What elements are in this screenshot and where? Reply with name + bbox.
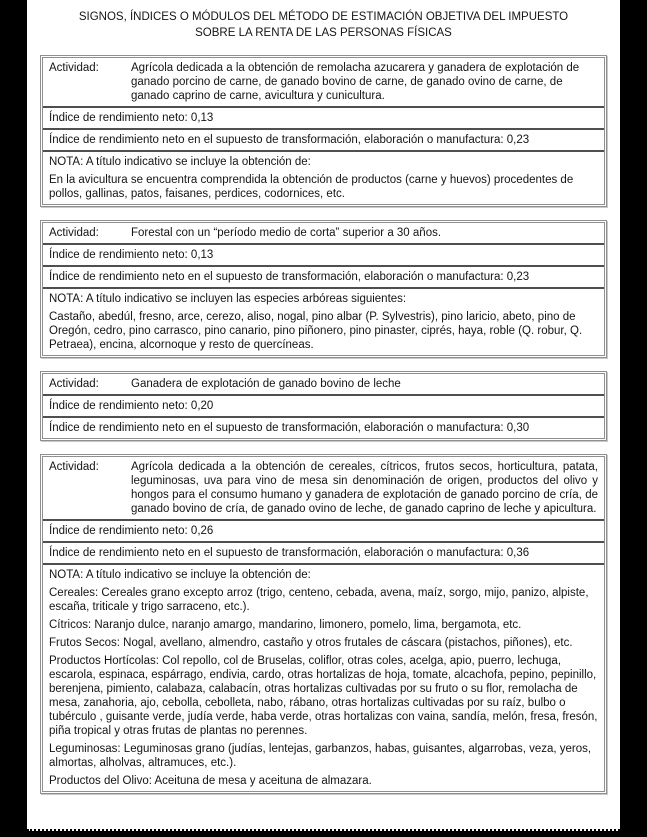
nota-heading: NOTA: A título indicativo se incluyen las especies arbóreas siguientes: bbox=[49, 293, 407, 305]
activity-description: Forestal con un “período medio de corta” superior a 30 años. bbox=[131, 227, 442, 239]
nota-row bbox=[43, 289, 604, 355]
activity-label: Actividad: bbox=[49, 461, 99, 473]
net-index-row: Índice de rendimiento neto: 0,20 bbox=[43, 396, 604, 418]
net-index-row: Índice de rendimiento neto: 0,13 bbox=[43, 245, 604, 267]
document-title-line2: SOBRE LA RENTA DE LAS PERSONAS FÍSICAS bbox=[195, 27, 452, 39]
transform-index-row: Índice de rendimiento neto en el supuesto de transformación, elaboración o manufactura: 0,36 bbox=[43, 543, 604, 565]
activity-table-3 bbox=[40, 371, 607, 441]
activity-description: Agrícola dedicada a la obtención de remolacha azucarera y ganadera de explotación de ganado porcino de carne, de ganado bovino de carne, de ganado ovino de carne, de ganado caprino de carne, avicultura y cunicultura. bbox=[131, 62, 580, 102]
nota-paragraph-citricos: Cítricos: Naranjo dulce, naranjo amargo, mandarino, limonero, pomelo, lima, bergamota, etc. bbox=[49, 619, 522, 631]
nota-paragraph-productos-horticolas: Productos Hortícolas: Col repollo, col de Bruselas, coliflor, otras coles, acelga, apio, puerro, lechuga, escarola, espinaca, espárrago, endivia, cardo, otras hortalizas de hoja, tomate, alcachofa, pepino, pepinillo, berenjena, pimiento, calabaza, calabacín, otras hortalizas cultivadas por su fruto o su flor, remolacha de mesa, zanahoria, ajo, cebolla, cebolleta, nabo, rábano, otras hortalizas cultivadas por su raíz, bulbo o tubérculo , guisante verde, judía verde, haba verde, otras hortalizas con vaina, sandía, melón, fresa, fresón, piña tropical y otras frutas de plantas no perennes. bbox=[49, 655, 598, 737]
nota-paragraph: Castaño, abedúl, fresno, arce, cerezo, aliso, nogal, pino albar (P. Sylvestris), pino laricio, abeto, pino de Oregón, cedro, pino carrasco, pino canario, pino piñonero, pino pinaster, ciprés, haya, roble (Q. robur, Q. Petraea), encina, alcornoque y resto de quercíneas. bbox=[49, 311, 583, 351]
document-title bbox=[27, 0, 620, 41]
nota-paragraph-frutos-secos: Frutos Secos: Nogal, avellano, almendro, castaño y otros frutales de cáscara (pistachos, piñones), etc. bbox=[49, 637, 573, 649]
activity-row bbox=[43, 58, 604, 108]
transform-index-row: Índice de rendimiento neto en el supuesto de transformación, elaboración o manufactura: 0,30 bbox=[49, 422, 530, 434]
activity-label: Actividad: bbox=[49, 227, 99, 239]
activity-table-1 bbox=[40, 55, 607, 207]
nota-heading: NOTA: A título indicativo se incluye la obtención de: bbox=[49, 569, 311, 581]
nota-row bbox=[43, 565, 604, 791]
activity-label: Actividad: bbox=[49, 62, 99, 74]
activity-table-2 bbox=[40, 220, 607, 358]
activity-row bbox=[43, 374, 604, 396]
activity-description: Agrícola dedicada a la obtención de cereales, cítricos, frutos secos, horticultura, patata, leguminosas, uva para vino de mesa sin denominación de origen, productos del olivo y hongos para el consumo humano y ganadera de explotación de ganado porcino de cría, de ganado bovino de cría, de ganado ovino de leche, de ganado caprino de leche y apicultura. bbox=[131, 461, 598, 515]
net-index-row: Índice de rendimiento neto: 0,13 bbox=[43, 108, 604, 130]
activity-label: Actividad: bbox=[49, 378, 99, 390]
activity-row bbox=[43, 223, 604, 245]
document-page bbox=[27, 0, 620, 831]
nota-heading: NOTA: A título indicativo se incluye la obtención de: bbox=[49, 156, 311, 168]
nota-paragraph-productos-olivo: Productos del Olivo: Aceituna de mesa y aceituna de almazara. bbox=[49, 775, 372, 787]
activity-description: Ganadera de explotación de ganado bovino de leche bbox=[131, 378, 401, 390]
nota-paragraph: En la avicultura se encuentra comprendida la obtención de productos (carne y huevos) procedentes de pollos, gallinas, patos, faisanes, perdices, codornices, etc. bbox=[49, 174, 574, 200]
net-index-row: Índice de rendimiento neto: 0,26 bbox=[43, 521, 604, 543]
transform-index-row: Índice de rendimiento neto en el supuesto de transformación, elaboración o manufactura: 0,23 bbox=[43, 130, 604, 152]
activity-row bbox=[43, 457, 604, 521]
nota-paragraph-leguminosas: Leguminosas: Leguminosas grano (judías, lentejas, garbanzos, habas, guisantes, algarrobas, veza, yeros, almortas, alholvas, altramuces, etc.). bbox=[49, 743, 592, 769]
document-title-line1: SIGNOS, ÍNDICES O MÓDULOS DEL MÉTODO DE ESTIMACIÓN OBJETIVA DEL IMPUESTO bbox=[78, 11, 569, 23]
nota-row bbox=[43, 152, 604, 204]
nota-paragraph-cereales: Cereales: Cereales grano excepto arroz (trigo, centeno, cebada, avena, maíz, sorgo, mijo, panizo, alpiste, escaña, triticale y trigo sarraceno, etc.). bbox=[49, 587, 589, 613]
transform-index-row: Índice de rendimiento neto en el supuesto de transformación, elaboración o manufactura: 0,23 bbox=[43, 267, 604, 289]
activity-table-4 bbox=[40, 454, 607, 794]
